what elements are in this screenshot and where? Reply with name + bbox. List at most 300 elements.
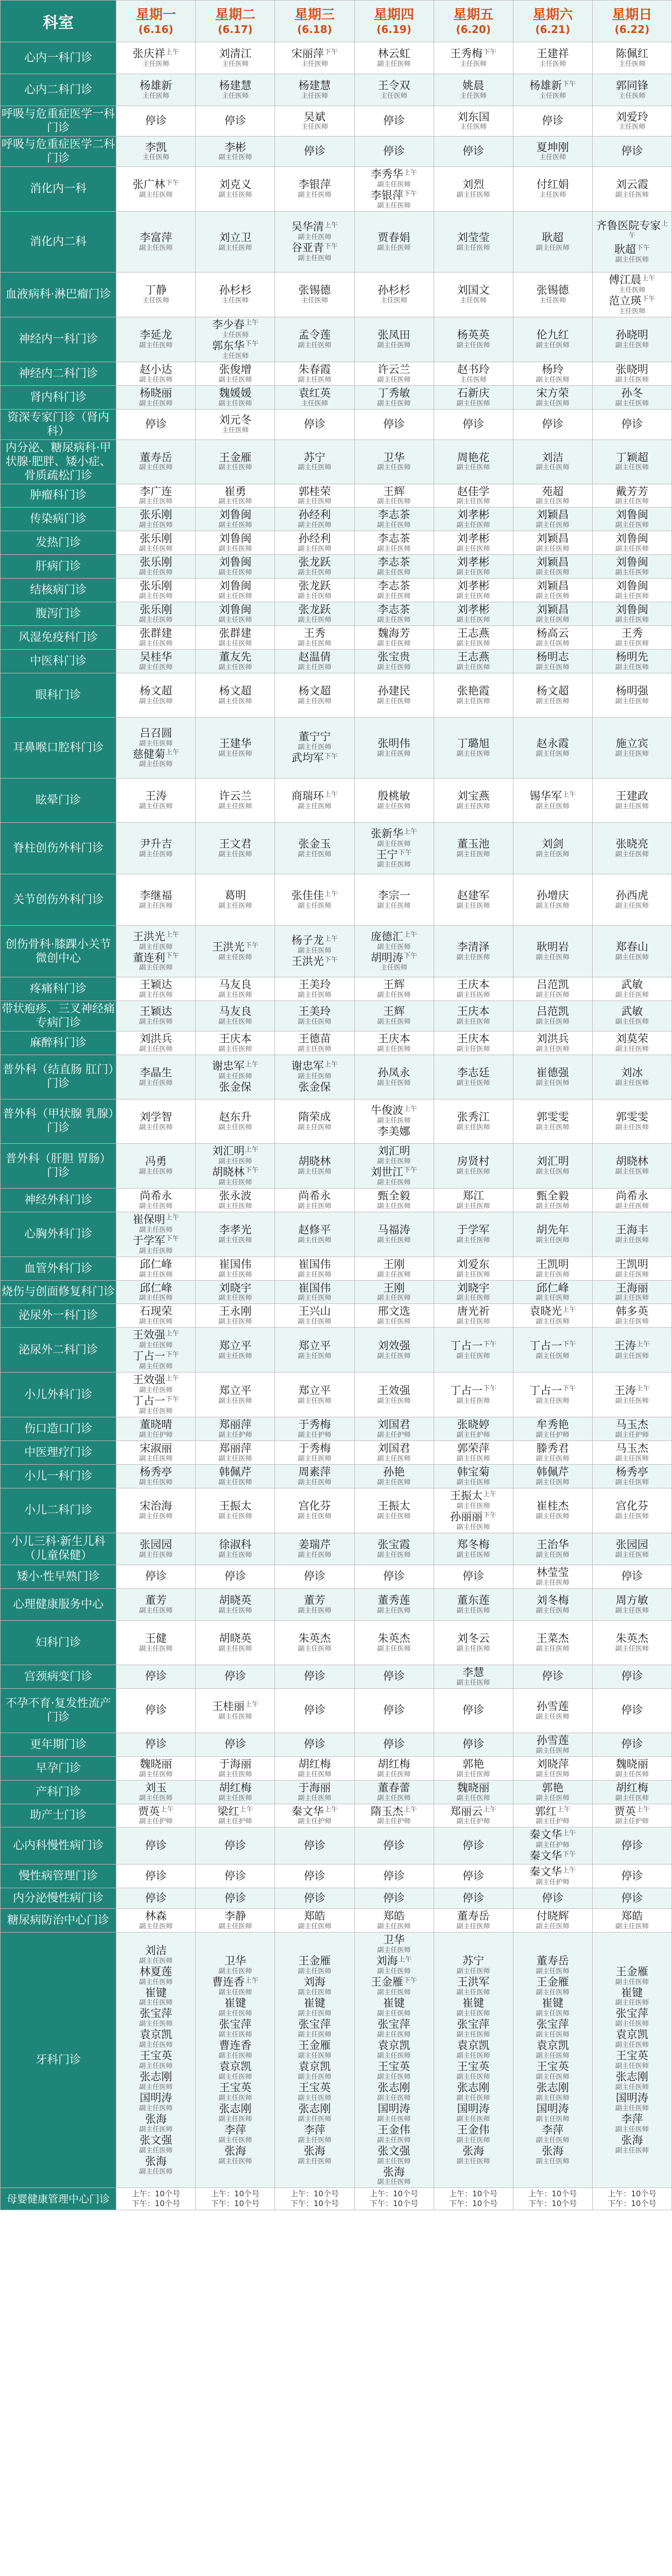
doctor-title: 副主任医师 [298,1606,332,1615]
doctor-name: 王菜杰 [536,1632,569,1645]
session-label: 上午 [562,1866,576,1874]
schedule-row [1,1280,672,1304]
doctor-name: 停诊 [621,1670,643,1683]
doctor-entry [117,1350,195,1371]
doctor-entry [355,1738,433,1751]
schedule-cell [196,1780,275,1804]
doctor-name: 张海 [145,2113,167,2126]
doctor-entry [514,1500,592,1521]
schedule-row [1,1055,672,1099]
day-date: (6.17) [218,23,253,36]
schedule-cell [275,1865,354,1888]
schedule-cell [116,1665,196,1688]
doctor-name: 商瑞环 [291,790,324,803]
doctor-name: 韩多英 [615,1305,648,1318]
doctor-entry [514,2145,592,2166]
doctor-name: 刘孝彬 [457,603,490,616]
doctor-name: 王庆本 [457,1032,490,1045]
doctor-title: 副主任医师 [377,60,411,68]
doctor-entry [435,1511,512,1532]
schedule-cell [196,874,275,926]
schedule-cell [196,1212,275,1257]
doctor-title: 副主任医师 [218,545,252,553]
schedule-cell [275,1280,354,1304]
schedule-cell [196,1055,275,1099]
doctor-title: 副主任医师 [298,1270,332,1279]
schedule-cell [592,1188,671,1212]
doctor-title: 副主任医师 [456,191,490,199]
doctor-entry [514,47,592,69]
doctor-title: 副主任护师 [456,1818,490,1826]
doctor-title: 副主任医师 [298,1397,332,1405]
department-name: 神经内二科门诊 [1,362,116,385]
doctor-name: 吕召圆 [140,726,173,739]
doctor-name: 张广林 [132,178,165,191]
schedule-cell [196,74,275,106]
doctor-entry [355,387,433,408]
doctor-title: 副主任医师 [218,1018,252,1026]
doctor-title: 副主任医师 [139,498,173,506]
doctor-name: 董芳 [145,1594,167,1606]
doctor-entry [196,178,274,199]
doctor-title: 主任医师 [618,123,646,131]
doctor-entry [196,1892,274,1905]
doctor-entry [117,1500,195,1521]
doctor-name: 刘海 [376,1955,398,1968]
doctor-entry [117,1111,195,1132]
doctor-title: 副主任医师 [298,498,332,506]
doctor-name: 董春蕾 [377,1781,410,1794]
schedule-cell [434,137,513,167]
doctor-entry [514,978,592,999]
day-date: (6.21) [535,23,571,36]
doctor-name: 董寿岳 [140,451,173,464]
schedule-cell [116,1001,196,1031]
schedule-cell [275,874,354,926]
doctor-entry [275,1466,353,1487]
schedule-cell [513,1620,592,1665]
doctor-name: 马友良 [219,978,252,991]
doctor-title: 副主任医师 [456,1794,490,1802]
doctor-entry [593,1066,671,1088]
doctor-entry [514,79,592,100]
doctor-name: 停诊 [383,1670,405,1683]
doctor-title: 副主任医师 [377,616,411,624]
doctor-title: 副主任医师 [456,1123,490,1131]
session-label: 下午 [165,179,179,188]
doctor-name: 杨文超 [140,685,173,698]
schedule-row [1,1780,672,1804]
doctor-name: 王宝英 [457,2060,490,2073]
doctor-entry [117,2092,195,2113]
doctor-title: 副主任医师 [218,244,252,252]
doctor-entry [435,387,512,408]
doctor-entry [355,145,433,158]
doctor-entry [514,231,592,252]
schedule-cell [275,718,354,778]
schedule-cell [116,1417,196,1441]
doctor-entry [435,1910,512,1931]
doctor-entry [355,1955,433,1976]
schedule-cell [513,1328,592,1372]
doctor-title: 副主任医师 [218,616,252,624]
doctor-title: 副主任医师 [615,592,649,601]
doctor-name: 丁璐旭 [457,737,490,750]
doctor-title: 副主任医师 [456,2030,490,2039]
doctor-name: 停诊 [145,114,167,127]
doctor-entry [117,952,195,973]
doctor-name: 付红娟 [536,178,569,191]
schedule-cell [513,74,592,106]
schedule-cell [275,1031,354,1055]
doctor-name: 张乐刚 [140,509,173,521]
doctor-name: 李宗一 [377,889,410,902]
session-label: 上午 [245,319,259,327]
doctor-entry [117,485,195,506]
doctor-name: 耿超 [614,243,636,256]
doctor-name: 崔键 [303,1997,325,2009]
doctor-entry [355,1538,433,1560]
schedule-cell [354,579,434,602]
doctor-entry [435,603,512,624]
doctor-name: 张宝萍 [457,2018,490,2030]
doctor-entry [117,1395,195,1416]
doctor-entry [355,930,433,952]
schedule-cell [354,484,434,507]
doctor-entry [275,603,353,624]
schedule-cell [592,74,671,106]
schedule-cell [196,1688,275,1733]
doctor-name: 胡晓英 [219,1594,252,1606]
doctor-title: 副主任医师 [615,1168,649,1176]
doctor-title: 副主任医师 [298,743,332,751]
schedule-cell [275,1441,354,1465]
doctor-name: 停诊 [621,1869,643,1882]
schedule-cell [434,1372,513,1417]
doctor-name: 房贤村 [457,1155,490,1168]
schedule-cell [513,626,592,650]
doctor-name: 张海 [224,2144,246,2157]
doctor-name: 李广连 [140,485,173,498]
doctor-name: 于海丽 [219,1757,252,1770]
schedule-cell [513,507,592,531]
department-name: 眼科门诊 [1,673,116,718]
doctor-title: 副主任医师 [218,376,252,384]
doctor-title: 副主任医师 [139,545,173,553]
doctor-entry [355,1500,433,1521]
schedule-cell [434,673,513,718]
doctor-entry [117,1032,195,1054]
doctor-name: 张庆祥 [132,47,165,60]
doctor-title: 副主任医师 [536,1794,570,1802]
doctor-title: 主任医师 [539,154,566,162]
schedule-cell [275,977,354,1001]
doctor-title: 副主任医师 [218,2136,252,2144]
doctor-entry [593,79,671,100]
doctor-entry [514,1111,592,1132]
schedule-row [1,977,672,1001]
schedule-row [1,1328,672,1372]
doctor-entry [117,1442,195,1463]
doctor-name: 张群建 [140,627,173,640]
doctor-title: 副主任医师 [615,1645,649,1653]
doctor-name: 王颖达 [140,978,173,991]
schedule-cell [116,106,196,137]
doctor-entry [275,363,353,384]
doctor-entry [196,114,274,128]
schedule-cell [434,1756,513,1780]
schedule-cell [434,1933,513,2188]
session-label: 下午 [165,952,179,960]
doctor-entry [593,1704,671,1717]
doctor-entry [435,2081,512,2103]
schedule-cell [434,1280,513,1304]
doctor-title: 副主任护师 [218,1431,252,1439]
doctor-entry [355,1632,433,1653]
doctor-name: 刘汇明 [212,1144,245,1157]
department-name: 疼痛科门诊 [1,977,116,1001]
doctor-title: 副主任医师 [377,1923,411,1931]
schedule-cell [354,1143,434,1188]
doctor-entry [196,1538,274,1560]
doctor-title: 副主任医师 [298,342,332,350]
doctor-name: 刘国文 [457,284,490,297]
doctor-title: 副主任医师 [615,342,649,350]
doctor-name: 张锡德 [536,284,569,297]
doctor-entry [593,363,671,384]
doctor-entry [514,509,592,530]
doctor-entry [196,1466,274,1487]
doctor-name: 魏媛媛 [219,386,252,399]
doctor-entry [275,1892,353,1905]
doctor-title: 副主任医师 [456,2073,490,2081]
doctor-name: 林森 [145,1910,167,1923]
doctor-entry [275,978,353,999]
doctor-entry [117,1282,195,1303]
doctor-title: 副主任医师 [377,1513,411,1521]
department-name: 麻醉科门诊 [1,1031,116,1055]
doctor-title: 副主任医师 [139,1202,173,1210]
quota-cell [275,2188,354,2210]
session-label: 上午 [165,749,179,757]
schedule-cell [116,484,196,507]
session-label: 上午 [245,1145,259,1154]
schedule-cell [592,602,671,626]
schedule-cell [354,1588,434,1620]
schedule-row [1,137,672,167]
doctor-entry [355,737,433,758]
doctor-entry [435,1632,512,1653]
schedule-cell [513,1099,592,1143]
doctor-entry [593,603,671,624]
doctor-title: 副主任医师 [139,342,173,350]
doctor-name: 停诊 [224,1738,246,1751]
doctor-entry [117,651,195,672]
doctor-entry [355,1670,433,1683]
schedule-cell [592,1441,671,1465]
doctor-entry [435,111,512,132]
schedule-cell [196,1909,275,1933]
schedule-cell [116,1620,196,1665]
doctor-title: 副主任医师 [536,1294,570,1302]
doctor-title: 副主任医师 [377,1294,411,1302]
doctor-title: 副主任医师 [218,750,252,758]
quota-cell [592,2188,671,2210]
doctor-title: 副主任医师 [298,1923,332,1931]
session-label: 下午 [324,956,338,964]
doctor-name: 董玉池 [457,838,490,851]
footer-row [1,2188,672,2210]
doctor-entry [593,1738,671,1751]
session-label: 上午 [165,1330,179,1338]
department-name: 内分泌、糖尿病科·甲状腺·肥胖、矮小症、骨质疏松门诊 [1,439,116,484]
department-name: 糖尿病防治中心门诊 [1,1909,116,1933]
doctor-name: 谷亚青 [291,242,324,255]
doctor-name: 张晓明 [615,363,648,376]
doctor-name: 张佳佳 [291,889,324,902]
schedule-cell [275,778,354,823]
doctor-entry [275,1258,353,1279]
schedule-cell [434,626,513,650]
doctor-name: 王建政 [615,790,648,803]
doctor-name: 王宝英 [219,2081,252,2094]
schedule-cell [513,409,592,439]
doctor-entry [435,1805,512,1826]
doctor-name: 刘东国 [457,110,490,123]
schedule-cell [592,317,671,362]
schedule-cell [116,579,196,602]
doctor-entry [275,752,353,765]
department-name: 矮小·性早熟门诊 [1,1565,116,1588]
department-name: 呼吸与危重症医学二科门诊 [1,137,116,167]
doctor-name: 袁京凯 [140,2028,173,2041]
doctor-title: 副主任医师 [456,1397,490,1405]
department-name: 妇科门诊 [1,1620,116,1665]
doctor-entry [514,1466,592,1487]
doctor-entry [355,532,433,553]
doctor-entry [514,685,592,706]
doctor-title: 副主任医师 [536,1551,570,1559]
doctor-entry [593,1258,671,1279]
schedule-cell [116,778,196,823]
doctor-title: 副主任医师 [377,376,411,384]
doctor-entry [275,242,353,263]
doctor-entry [275,1155,353,1176]
doctor-title: 副主任医师 [615,640,649,648]
session-label: 上午 [239,1806,253,1814]
doctor-entry [355,556,433,577]
doctor-title: 副主任医师 [298,664,332,671]
schedule-cell [116,650,196,673]
doctor-entry [593,329,671,350]
doctor-entry [117,387,195,408]
doctor-name: 王建祥 [536,47,569,60]
schedule-row [1,385,672,409]
doctor-title: 副主任医师 [377,943,411,951]
doctor-entry [275,1305,353,1326]
doctor-entry [514,1734,592,1755]
doctor-entry [355,603,433,624]
department-name: 呼吸与危重症医学一科门诊 [1,106,116,137]
doctor-title: 副主任医师 [377,2136,411,2144]
doctor-title: 副主任医师 [298,640,332,648]
doctor-entry [593,1892,671,1905]
doctor-entry [593,685,671,706]
doctor-entry [355,978,433,999]
doctor-title: 副主任医师 [298,991,332,999]
schedule-cell [116,1827,196,1865]
doctor-title: 副主任医师 [377,201,411,210]
doctor-entry [355,651,433,672]
doctor-title: 副主任医师 [298,1236,332,1245]
schedule-cell [196,1417,275,1441]
schedule-cell [513,926,592,977]
schedule-cell [354,409,434,439]
schedule-cell [275,823,354,874]
schedule-cell [196,1465,275,1488]
doctor-entry [355,79,433,100]
doctor-name: 苑超 [542,485,564,498]
doctor-entry [514,532,592,553]
doctor-entry [435,1997,512,2018]
schedule-row [1,272,672,317]
doctor-entry [593,1839,671,1853]
doctor-name: 郑冬梅 [457,1538,490,1551]
doctor-name: 王庆本 [219,1032,252,1045]
doctor-title: 副主任医师 [456,244,490,252]
doctor-title: 副主任医师 [298,1794,332,1802]
doctor-entry [117,1594,195,1615]
doctor-title: 副主任医师 [139,1770,173,1778]
schedule-cell [116,1565,196,1588]
doctor-name: 魏晓丽 [457,1781,490,1794]
doctor-name: 孙西虎 [615,889,648,902]
doctor-title: 副主任医师 [615,850,649,858]
schedule-cell [354,507,434,531]
doctor-entry [117,889,195,910]
doctor-entry [275,2039,353,2060]
doctor-entry [275,1670,353,1683]
schedule-cell [116,1533,196,1565]
doctor-entry [593,1155,671,1176]
doctor-name: 李银萍 [298,178,331,191]
schedule-cell [354,1665,434,1688]
department-name: 心理健康服务中心 [1,1588,116,1620]
doctor-entry [196,141,274,162]
doctor-entry [593,47,671,69]
doctor-title: 副主任医师 [377,664,411,671]
day-date: (6.16) [138,23,174,36]
doctor-name: 停诊 [542,1891,564,1904]
doctor-entry [196,580,274,601]
doctor-name: 唐光祈 [457,1305,490,1318]
doctor-title: 副主任医师 [139,1270,173,1279]
doctor-entry [355,1125,433,1139]
doctor-title: 副主任医师 [377,2094,411,2102]
doctor-name: 赵修平 [298,1224,331,1236]
doctor-name: 董寿岳 [536,1955,569,1968]
schedule-row [1,1465,672,1488]
doctor-entry [355,47,433,69]
doctor-entry [593,451,671,472]
schedule-cell [592,1565,671,1588]
doctor-name: 周素萍 [298,1466,331,1478]
doctor-entry [435,1305,512,1326]
doctor-entry [514,1828,592,1850]
doctor-title: 副主任医师 [615,750,649,758]
doctor-entry [196,2081,274,2103]
doctor-entry [355,1005,433,1026]
